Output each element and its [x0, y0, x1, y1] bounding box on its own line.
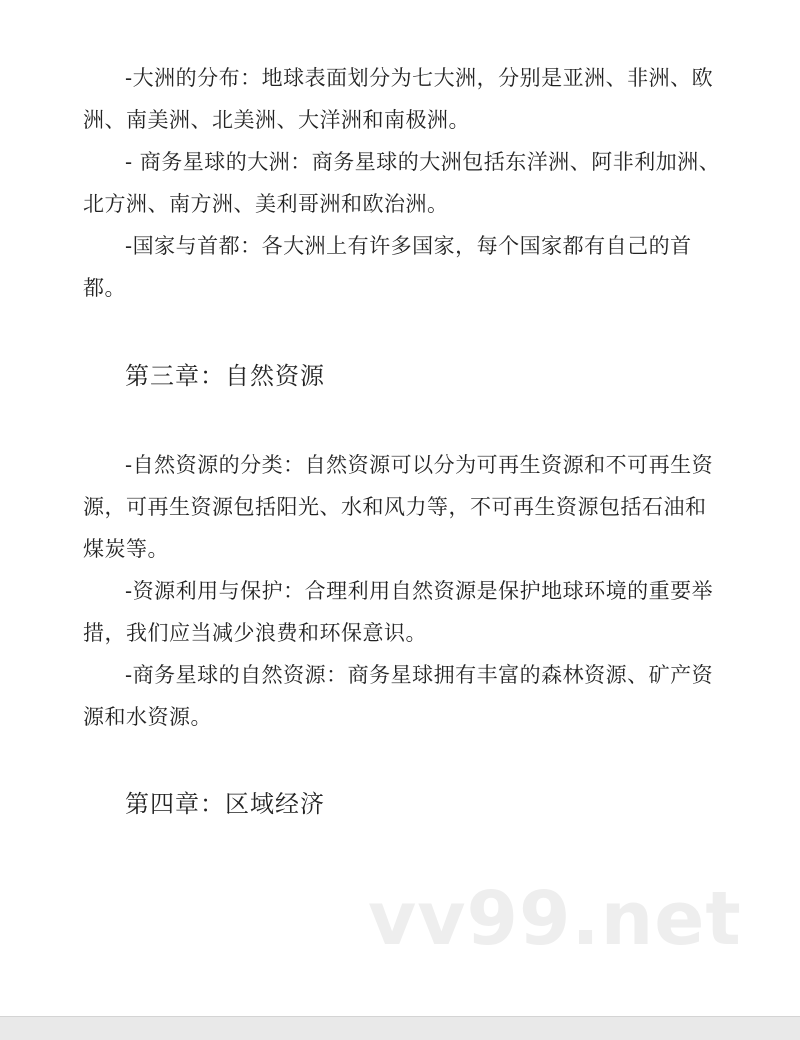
chapter-4-heading: 第四章：区域经济	[125, 790, 325, 818]
paragraph-business-planet-resources: -商务星球的自然资源：商务星球拥有丰富的森林资源、矿产资源和水资源。	[83, 663, 714, 729]
paragraph-resource-classification: -自然资源的分类：自然资源可以分为可再生资源和不可再生资源，可再生资源包括阳光、水和风力等，不可再生资源包括石油和煤炭等。	[83, 453, 714, 561]
page-bottom-edge	[0, 1016, 800, 1040]
paragraph-resource-use-protection: -资源利用与保护：合理利用自然资源是保护地球环境的重要举措，我们应当减少浪费和环保意识。	[83, 579, 714, 645]
paragraph-continent-distribution: -大洲的分布：地球表面划分为七大洲，分别是亚洲、非洲、欧洲、南美洲、北美洲、大洋洲和南极洲。	[83, 66, 714, 132]
chapter-3-heading: 第三章：自然资源	[125, 362, 325, 390]
paragraph-countries-capitals: -国家与首都：各大洲上有许多国家，每个国家都有自己的首都。	[83, 234, 692, 300]
watermark: vv99.net	[368, 876, 742, 962]
paragraph-business-planet-continents: - 商务星球的大洲：商务星球的大洲包括东洋洲、阿非利加洲、北方洲、南方洲、美利哥洲和欧治洲。	[83, 150, 721, 216]
